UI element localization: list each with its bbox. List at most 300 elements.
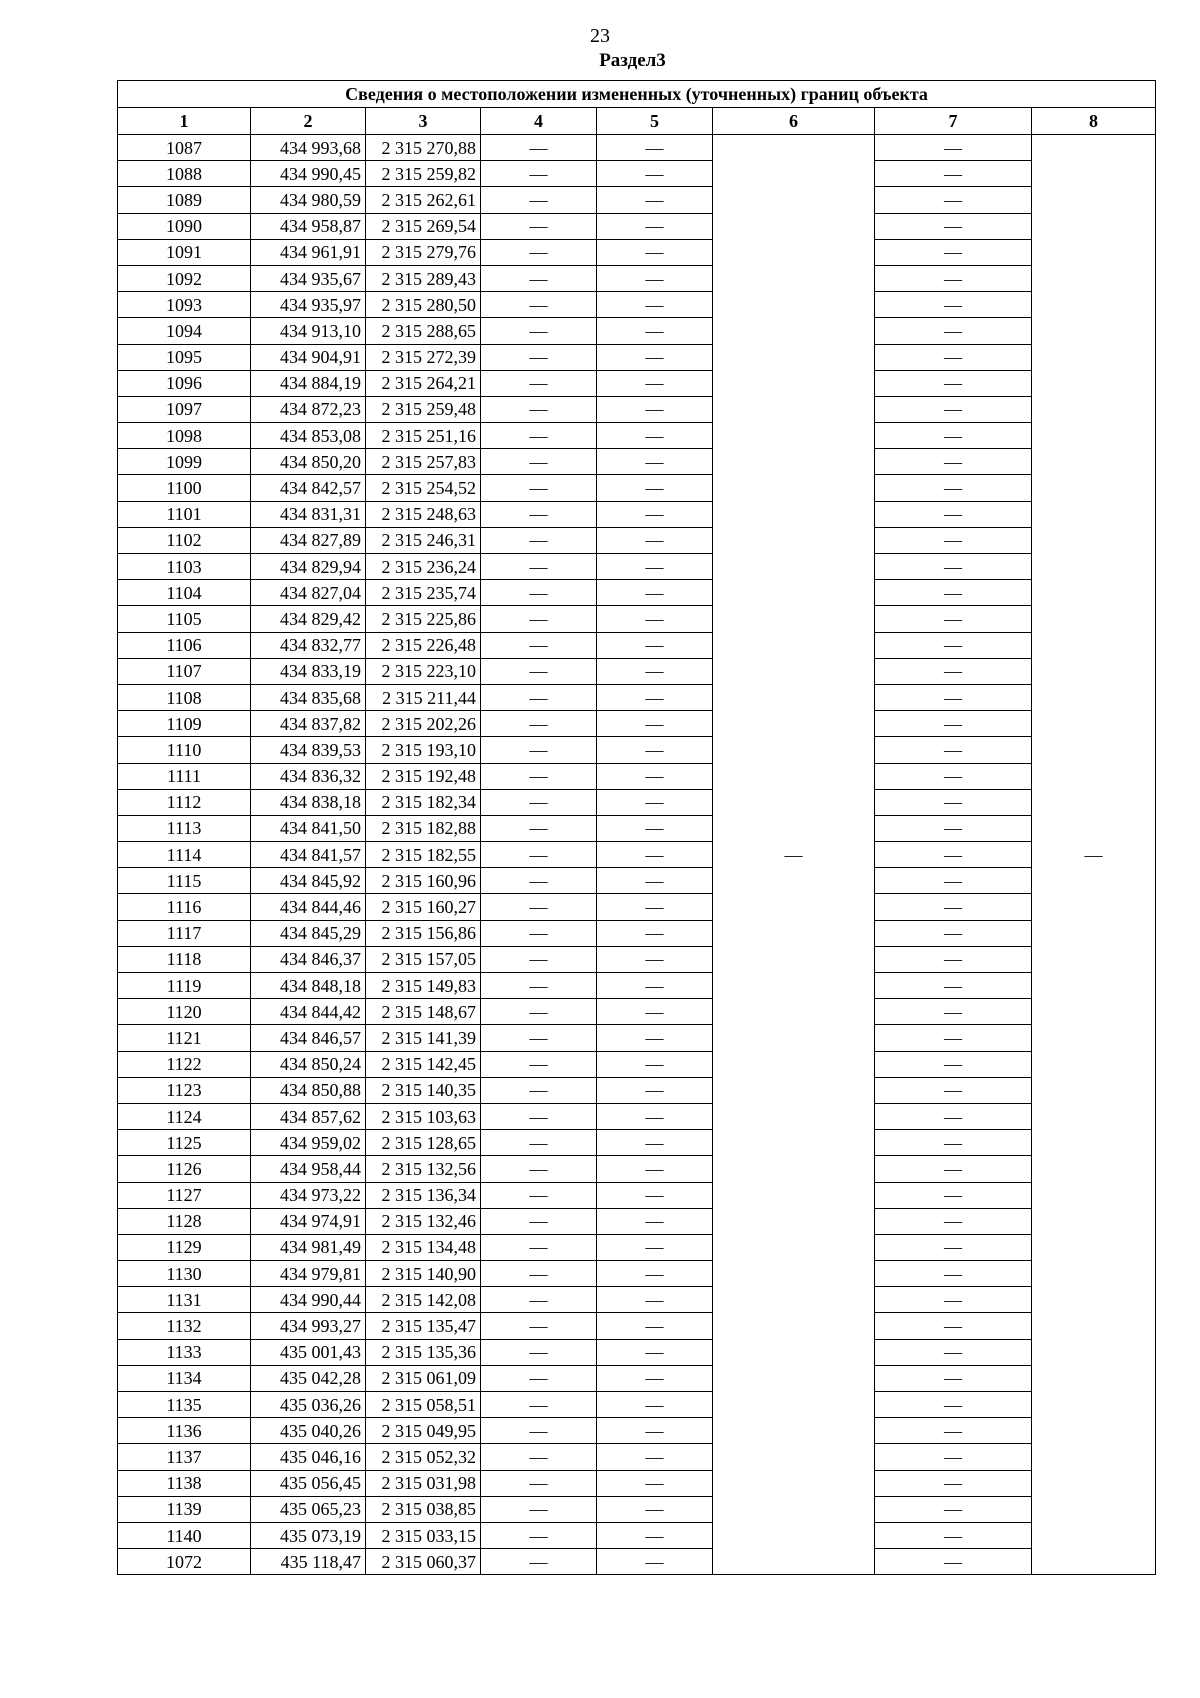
col-5-dash: — [597, 527, 713, 553]
col-4-dash: — [481, 1313, 597, 1339]
col-7-dash: — [875, 161, 1032, 187]
point-number: 1101 [118, 501, 251, 527]
col-5-dash: — [597, 1182, 713, 1208]
coordinate-x: 434 857,62 [251, 1103, 366, 1129]
col-7-dash: — [875, 475, 1032, 501]
point-number: 1112 [118, 789, 251, 815]
point-number: 1091 [118, 239, 251, 265]
coordinate-x: 434 961,91 [251, 239, 366, 265]
col-7-dash: — [875, 1234, 1032, 1260]
coordinate-y: 2 315 257,83 [366, 449, 481, 475]
col-7-dash: — [875, 1470, 1032, 1496]
point-number: 1098 [118, 423, 251, 449]
col-4-dash: — [481, 920, 597, 946]
col-4-dash: — [481, 1470, 597, 1496]
col-4-dash: — [481, 239, 597, 265]
coordinate-y: 2 315 132,56 [366, 1156, 481, 1182]
coordinate-y: 2 315 128,65 [366, 1130, 481, 1156]
col-5-dash: — [597, 868, 713, 894]
coordinate-x: 435 040,26 [251, 1418, 366, 1444]
point-number: 1107 [118, 658, 251, 684]
coordinate-x: 434 935,97 [251, 292, 366, 318]
coordinate-y: 2 315 270,88 [366, 135, 481, 161]
col-7-dash: — [875, 1365, 1032, 1391]
coordinate-x: 435 046,16 [251, 1444, 366, 1470]
col-7-dash: — [875, 1339, 1032, 1365]
coordinate-y: 2 315 182,55 [366, 842, 481, 868]
coordinate-y: 2 315 264,21 [366, 370, 481, 396]
table-row [118, 135, 1156, 161]
coordinate-y: 2 315 135,47 [366, 1313, 481, 1339]
col-7-dash: — [875, 763, 1032, 789]
table-row [118, 946, 1156, 972]
col-5-dash: — [597, 1444, 713, 1470]
table-row [118, 1522, 1156, 1548]
col-4-dash: — [481, 1182, 597, 1208]
coordinate-x: 434 842,57 [251, 475, 366, 501]
col-7-dash: — [875, 999, 1032, 1025]
col-5-dash: — [597, 344, 713, 370]
col-5-dash: — [597, 1208, 713, 1234]
table-row [118, 213, 1156, 239]
col-7-dash: — [875, 1549, 1032, 1575]
point-number: 1102 [118, 527, 251, 553]
point-number: 1109 [118, 711, 251, 737]
col-4-dash: — [481, 344, 597, 370]
coordinate-y: 2 315 246,31 [366, 527, 481, 553]
col-7-dash: — [875, 737, 1032, 763]
table-caption: Сведения о местоположении измененных (уточненных) границ объекта [118, 81, 1156, 108]
col-4-dash: — [481, 632, 597, 658]
col-5-dash: — [597, 1261, 713, 1287]
col-4-dash: — [481, 684, 597, 710]
col-7-dash: — [875, 1287, 1032, 1313]
point-number: 1134 [118, 1365, 251, 1391]
col-4-dash: — [481, 1103, 597, 1129]
table-row [118, 763, 1156, 789]
col-5-dash: — [597, 580, 713, 606]
col-7-dash: — [875, 815, 1032, 841]
col-4-dash: — [481, 423, 597, 449]
col-5-dash: — [597, 554, 713, 580]
col-5-dash: — [597, 135, 713, 161]
col-4-dash: — [481, 161, 597, 187]
col-7-dash: — [875, 1051, 1032, 1077]
coordinate-y: 2 315 289,43 [366, 265, 481, 291]
col-7-dash: — [875, 1130, 1032, 1156]
col-7-dash: — [875, 1261, 1032, 1287]
table-row [118, 187, 1156, 213]
col-7-dash: — [875, 213, 1032, 239]
point-number: 1110 [118, 737, 251, 763]
coordinate-x: 434 958,44 [251, 1156, 366, 1182]
col-7-dash: — [875, 658, 1032, 684]
coordinate-y: 2 315 134,48 [366, 1234, 481, 1260]
coordinate-x: 434 990,44 [251, 1287, 366, 1313]
col-4-dash: — [481, 1261, 597, 1287]
coordinate-x: 434 841,50 [251, 815, 366, 841]
coordinate-y: 2 315 279,76 [366, 239, 481, 265]
point-number: 1097 [118, 396, 251, 422]
col-4-dash: — [481, 999, 597, 1025]
table-row [118, 1444, 1156, 1470]
col-7-dash: — [875, 423, 1032, 449]
coordinate-y: 2 315 142,45 [366, 1051, 481, 1077]
coordinate-x: 434 833,19 [251, 658, 366, 684]
point-number: 1123 [118, 1077, 251, 1103]
point-number: 1131 [118, 1287, 251, 1313]
col-4-dash: — [481, 973, 597, 999]
coordinate-y: 2 315 033,15 [366, 1522, 481, 1548]
point-number: 1072 [118, 1549, 251, 1575]
col-4-dash: — [481, 135, 597, 161]
coordinate-x: 434 844,42 [251, 999, 366, 1025]
col-4-dash: — [481, 1287, 597, 1313]
col-4-dash: — [481, 1156, 597, 1182]
point-number: 1113 [118, 815, 251, 841]
point-number: 1111 [118, 763, 251, 789]
point-number: 1140 [118, 1522, 251, 1548]
col-7-dash: — [875, 868, 1032, 894]
table-row [118, 684, 1156, 710]
coordinate-y: 2 315 182,88 [366, 815, 481, 841]
coordinate-x: 434 831,31 [251, 501, 366, 527]
point-number: 1130 [118, 1261, 251, 1287]
coordinate-y: 2 315 141,39 [366, 1025, 481, 1051]
table-row [118, 815, 1156, 841]
coordinate-y: 2 315 049,95 [366, 1418, 481, 1444]
col-7-dash: — [875, 1208, 1032, 1234]
col-4-dash: — [481, 711, 597, 737]
coordinate-x: 434 829,94 [251, 554, 366, 580]
col-4-dash: — [481, 370, 597, 396]
point-number: 1090 [118, 213, 251, 239]
col-6-merged-dash: — [713, 135, 875, 1575]
col-7-dash: — [875, 370, 1032, 396]
table-row [118, 475, 1156, 501]
coordinate-y: 2 315 248,63 [366, 501, 481, 527]
col-7-dash: — [875, 344, 1032, 370]
col-5-dash: — [597, 1339, 713, 1365]
col-5-dash: — [597, 239, 713, 265]
col-5-dash: — [597, 449, 713, 475]
point-number: 1106 [118, 632, 251, 658]
coordinate-x: 434 846,57 [251, 1025, 366, 1051]
table-row [118, 1313, 1156, 1339]
table-row [118, 161, 1156, 187]
col-7-dash: — [875, 449, 1032, 475]
col-4-dash: — [481, 187, 597, 213]
coordinate-y: 2 315 136,34 [366, 1182, 481, 1208]
point-number: 1103 [118, 554, 251, 580]
col-7-dash: — [875, 187, 1032, 213]
col-4-dash: — [481, 1051, 597, 1077]
col-4-dash: — [481, 554, 597, 580]
table-row [118, 894, 1156, 920]
col-5-dash: — [597, 1103, 713, 1129]
col-4-dash: — [481, 894, 597, 920]
col-4-dash: — [481, 265, 597, 291]
col-5-dash: — [597, 763, 713, 789]
coordinate-x: 434 841,57 [251, 842, 366, 868]
coordinate-x: 434 846,37 [251, 946, 366, 972]
coordinate-y: 2 315 132,46 [366, 1208, 481, 1234]
table-row [118, 1261, 1156, 1287]
coordinate-x: 434 827,04 [251, 580, 366, 606]
point-number: 1100 [118, 475, 251, 501]
table-row [118, 1025, 1156, 1051]
coordinate-x: 434 958,87 [251, 213, 366, 239]
point-number: 1117 [118, 920, 251, 946]
col-4-dash: — [481, 1339, 597, 1365]
coordinate-y: 2 315 225,86 [366, 606, 481, 632]
col-5-dash: — [597, 1418, 713, 1444]
col-7-dash: — [875, 265, 1032, 291]
table-row [118, 580, 1156, 606]
column-number-7: 7 [875, 108, 1032, 135]
col-5-dash: — [597, 318, 713, 344]
coordinate-y: 2 315 280,50 [366, 292, 481, 318]
coordinate-x: 434 845,92 [251, 868, 366, 894]
coordinate-x: 434 832,77 [251, 632, 366, 658]
coordinate-x: 435 042,28 [251, 1365, 366, 1391]
coordinate-x: 434 850,24 [251, 1051, 366, 1077]
coordinate-y: 2 315 259,82 [366, 161, 481, 187]
page-number: 23 [590, 25, 610, 47]
col-8-merged-dash: — [1032, 135, 1156, 1575]
col-7-dash: — [875, 684, 1032, 710]
coordinate-x: 434 838,18 [251, 789, 366, 815]
coordinate-y: 2 315 058,51 [366, 1392, 481, 1418]
col-7-dash: — [875, 1444, 1032, 1470]
point-number: 1119 [118, 973, 251, 999]
col-4-dash: — [481, 449, 597, 475]
col-7-dash: — [875, 1313, 1032, 1339]
column-number-3: 3 [366, 108, 481, 135]
coordinate-x: 435 118,47 [251, 1549, 366, 1575]
col-5-dash: — [597, 1156, 713, 1182]
coordinate-y: 2 315 156,86 [366, 920, 481, 946]
col-5-dash: — [597, 161, 713, 187]
col-4-dash: — [481, 1234, 597, 1260]
table-row [118, 1234, 1156, 1260]
point-number: 1122 [118, 1051, 251, 1077]
table-row [118, 1549, 1156, 1575]
point-number: 1087 [118, 135, 251, 161]
coordinate-x: 434 980,59 [251, 187, 366, 213]
point-number: 1127 [118, 1182, 251, 1208]
col-7-dash: — [875, 292, 1032, 318]
point-number: 1129 [118, 1234, 251, 1260]
col-5-dash: — [597, 973, 713, 999]
col-5-dash: — [597, 684, 713, 710]
coordinate-y: 2 315 052,32 [366, 1444, 481, 1470]
col-7-dash: — [875, 711, 1032, 737]
column-number-6: 6 [713, 108, 875, 135]
point-number: 1114 [118, 842, 251, 868]
col-4-dash: — [481, 1418, 597, 1444]
col-7-dash: — [875, 501, 1032, 527]
col-5-dash: — [597, 815, 713, 841]
table-row [118, 239, 1156, 265]
table-row [118, 1130, 1156, 1156]
col-5-dash: — [597, 737, 713, 763]
col-4-dash: — [481, 1444, 597, 1470]
col-5-dash: — [597, 501, 713, 527]
point-number: 1135 [118, 1392, 251, 1418]
table-row [118, 632, 1156, 658]
point-number: 1132 [118, 1313, 251, 1339]
table-row [118, 920, 1156, 946]
point-number: 1094 [118, 318, 251, 344]
col-4-dash: — [481, 1365, 597, 1391]
table-row [118, 999, 1156, 1025]
table-row [118, 1077, 1156, 1103]
col-4-dash: — [481, 946, 597, 972]
table-row [118, 527, 1156, 553]
table-row [118, 1156, 1156, 1182]
coordinate-x: 434 979,81 [251, 1261, 366, 1287]
point-number: 1133 [118, 1339, 251, 1365]
col-5-dash: — [597, 1130, 713, 1156]
table-row [118, 868, 1156, 894]
table-row [118, 265, 1156, 291]
col-4-dash: — [481, 1025, 597, 1051]
col-4-dash: — [481, 501, 597, 527]
coordinate-x: 434 974,91 [251, 1208, 366, 1234]
col-5-dash: — [597, 187, 713, 213]
col-4-dash: — [481, 815, 597, 841]
col-5-dash: — [597, 894, 713, 920]
coordinate-y: 2 315 149,83 [366, 973, 481, 999]
col-7-dash: — [875, 920, 1032, 946]
coordinate-y: 2 315 182,34 [366, 789, 481, 815]
coordinate-x: 434 850,20 [251, 449, 366, 475]
col-4-dash: — [481, 396, 597, 422]
table-row [118, 1496, 1156, 1522]
col-7-dash: — [875, 789, 1032, 815]
point-number: 1105 [118, 606, 251, 632]
coordinate-x: 434 872,23 [251, 396, 366, 422]
coordinate-x: 434 827,89 [251, 527, 366, 553]
col-5-dash: — [597, 265, 713, 291]
coordinate-x: 434 990,45 [251, 161, 366, 187]
point-number: 1125 [118, 1130, 251, 1156]
col-5-dash: — [597, 1522, 713, 1548]
coordinate-y: 2 315 140,35 [366, 1077, 481, 1103]
coordinate-y: 2 315 223,10 [366, 658, 481, 684]
point-number: 1128 [118, 1208, 251, 1234]
col-5-dash: — [597, 370, 713, 396]
table-row [118, 501, 1156, 527]
col-7-dash: — [875, 1077, 1032, 1103]
coordinate-x: 434 853,08 [251, 423, 366, 449]
coordinate-y: 2 315 193,10 [366, 737, 481, 763]
col-7-dash: — [875, 527, 1032, 553]
table-row [118, 737, 1156, 763]
coordinate-x: 434 973,22 [251, 1182, 366, 1208]
coordinate-y: 2 315 192,48 [366, 763, 481, 789]
coordinate-y: 2 315 148,67 [366, 999, 481, 1025]
coordinate-y: 2 315 160,27 [366, 894, 481, 920]
col-4-dash: — [481, 580, 597, 606]
col-4-dash: — [481, 1522, 597, 1548]
col-5-dash: — [597, 475, 713, 501]
col-4-dash: — [481, 737, 597, 763]
col-7-dash: — [875, 1522, 1032, 1548]
table-row [118, 606, 1156, 632]
column-number-2: 2 [251, 108, 366, 135]
col-5-dash: — [597, 658, 713, 684]
col-5-dash: — [597, 1365, 713, 1391]
col-7-dash: — [875, 1496, 1032, 1522]
coordinate-x: 434 837,82 [251, 711, 366, 737]
point-number: 1108 [118, 684, 251, 710]
col-7-dash: — [875, 632, 1032, 658]
coordinate-x: 434 845,29 [251, 920, 366, 946]
col-5-dash: — [597, 1549, 713, 1575]
coordinate-x: 435 001,43 [251, 1339, 366, 1365]
coordinate-x: 434 839,53 [251, 737, 366, 763]
col-7-dash: — [875, 1103, 1032, 1129]
point-number: 1089 [118, 187, 251, 213]
col-5-dash: — [597, 789, 713, 815]
col-4-dash: — [481, 1496, 597, 1522]
coordinate-y: 2 315 060,37 [366, 1549, 481, 1575]
point-number: 1138 [118, 1470, 251, 1496]
col-5-dash: — [597, 1496, 713, 1522]
col-4-dash: — [481, 763, 597, 789]
col-5-dash: — [597, 1051, 713, 1077]
table-row [118, 711, 1156, 737]
coordinate-y: 2 315 235,74 [366, 580, 481, 606]
col-5-dash: — [597, 946, 713, 972]
col-7-dash: — [875, 1182, 1032, 1208]
table-row [118, 1470, 1156, 1496]
table-row [118, 1103, 1156, 1129]
point-number: 1136 [118, 1418, 251, 1444]
col-4-dash: — [481, 1077, 597, 1103]
point-number: 1093 [118, 292, 251, 318]
point-number: 1092 [118, 265, 251, 291]
coordinate-x: 434 959,02 [251, 1130, 366, 1156]
col-7-dash: — [875, 318, 1032, 344]
section-title: Раздел3 [599, 50, 666, 71]
col-7-dash: — [875, 135, 1032, 161]
col-4-dash: — [481, 842, 597, 868]
coordinate-y: 2 315 157,05 [366, 946, 481, 972]
table-row [118, 842, 1156, 868]
col-4-dash: — [481, 658, 597, 684]
col-5-dash: — [597, 1392, 713, 1418]
coordinate-y: 2 315 061,09 [366, 1365, 481, 1391]
point-number: 1096 [118, 370, 251, 396]
col-4-dash: — [481, 1208, 597, 1234]
col-5-dash: — [597, 606, 713, 632]
table-row [118, 1182, 1156, 1208]
point-number: 1099 [118, 449, 251, 475]
coordinate-y: 2 315 135,36 [366, 1339, 481, 1365]
col-5-dash: — [597, 292, 713, 318]
table-row [118, 1339, 1156, 1365]
point-number: 1115 [118, 868, 251, 894]
point-number: 1139 [118, 1496, 251, 1522]
table-row [118, 370, 1156, 396]
column-number-1: 1 [118, 108, 251, 135]
column-number-5: 5 [597, 108, 713, 135]
col-7-dash: — [875, 606, 1032, 632]
table-row [118, 789, 1156, 815]
